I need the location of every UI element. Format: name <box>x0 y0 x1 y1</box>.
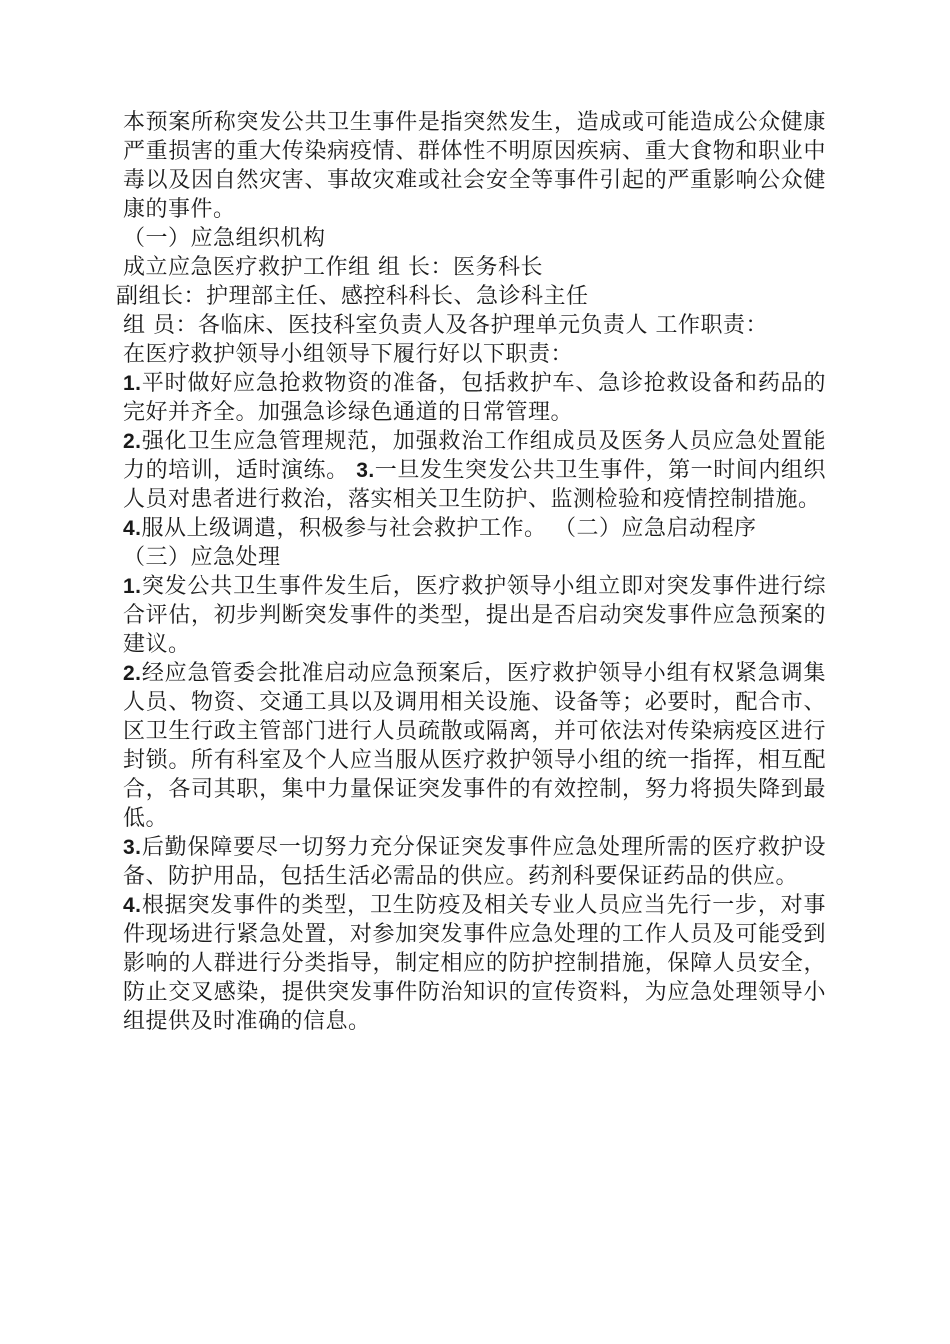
item-number: 4. <box>123 894 142 917</box>
paragraph-deputy-leader <box>116 282 826 311</box>
item-number: 2. <box>123 430 142 453</box>
paragraph-definition <box>116 108 826 224</box>
section-heading-handling <box>116 543 826 572</box>
list-item-handling-1 <box>116 572 826 659</box>
paragraph-text: 副组长：护理部主任、感控科科长、急诊科主任 <box>116 284 589 309</box>
paragraph-text: 服从上级调遣，积极参与社会救护工作。 （二）应急启动程序 <box>141 516 757 541</box>
paragraph-text: （三）应急处理 <box>123 545 281 570</box>
paragraph-text: 本预案所称突发公共卫生事件是指突然发生，造成或可能造成公众健康严重损害的重大传染病疫情、群体性不明原因疾病、重大食物和职业中毒以及因自然灾害、事故灾难或社会安全等事件引起的严重影响公众健康的事件。 <box>123 110 826 222</box>
item-number: 3. <box>356 459 375 482</box>
list-item-handling-2 <box>116 659 826 833</box>
list-item-duty-1 <box>116 369 826 427</box>
item-number: 1. <box>123 372 142 395</box>
item-number: 3. <box>123 836 142 859</box>
list-item-handling-3 <box>116 833 826 891</box>
item-number: 4. <box>123 517 142 540</box>
paragraph-text: 平时做好应急抢救物资的准备，包括救护车、急诊抢救设备和药品的完好并齐全。加强急诊绿色通道的日常管理。 <box>123 371 826 425</box>
list-item-handling-4 <box>116 891 826 1036</box>
paragraph-text: 组 员：各临床、医技科室负责人及各护理单元负责人 工作职责： <box>123 313 768 338</box>
paragraph-team-leader <box>116 253 826 282</box>
paragraph-text: （一）应急组织机构 <box>123 226 326 251</box>
list-item-duty-2-3 <box>116 427 826 514</box>
paragraph-text: 突发公共卫生事件发生后，医疗救护领导小组立即对突发事件进行综合评估，初步判断突发事件的类型，提出是否启动突发事件应急预案的建议。 <box>123 574 826 657</box>
paragraph-text: 经应急管委会批准启动应急预案后，医疗救护领导小组有权紧急调集人员、物资、交通工具以及调用相关设施、设备等；必要时，配合市、区卫生行政主管部门进行人员疏散或隔离，并可依法对传染病疫区进行封锁。所有科室及个人应当服从医疗救护领导小组的统一指挥，相互配合，各司其职，集中力量保证突发事件的有效控制，努力将损失降到最低。 <box>123 661 826 831</box>
item-number: 2. <box>123 662 142 685</box>
paragraph-text: 强化卫生应急管理规范，加强救治工作组成员及医务人员应急处置能力的培训，适时演练。 <box>123 429 826 483</box>
list-item-duty-4 <box>116 514 826 543</box>
section-heading-organization <box>116 224 826 253</box>
paragraph-text: 后勤保障要尽一切努力充分保证突发事件应急处理所需的医疗救护设备、防护用品，包括生活必需品的供应。药剂科要保证药品的供应。 <box>123 835 826 889</box>
paragraph-duties-intro <box>116 340 826 369</box>
paragraph-text: 根据突发事件的类型，卫生防疫及相关专业人员应当先行一步，对事件现场进行紧急处置，对参加突发事件应急处理的工作人员及可能受到影响的人群进行分类指导，制定相应的防护控制措施，保障人员安全，防止交叉感染，提供突发事件防治知识的宣传资料，为应急处理领导小组提供及时准确的信息。 <box>123 893 826 1034</box>
paragraph-text: 一旦发生突发公共卫生事件，第一时间内组织人员对患者进行救治，落实相关卫生防护、监测检验和疫情控制措施。 <box>123 458 826 512</box>
item-number: 1. <box>123 575 142 598</box>
document-body <box>116 108 826 1036</box>
paragraph-text: 在医疗救护领导小组领导下履行好以下职责： <box>123 342 574 367</box>
paragraph-text: 成立应急医疗救护工作组 组 长：医务科长 <box>123 255 543 280</box>
paragraph-members <box>116 311 826 340</box>
